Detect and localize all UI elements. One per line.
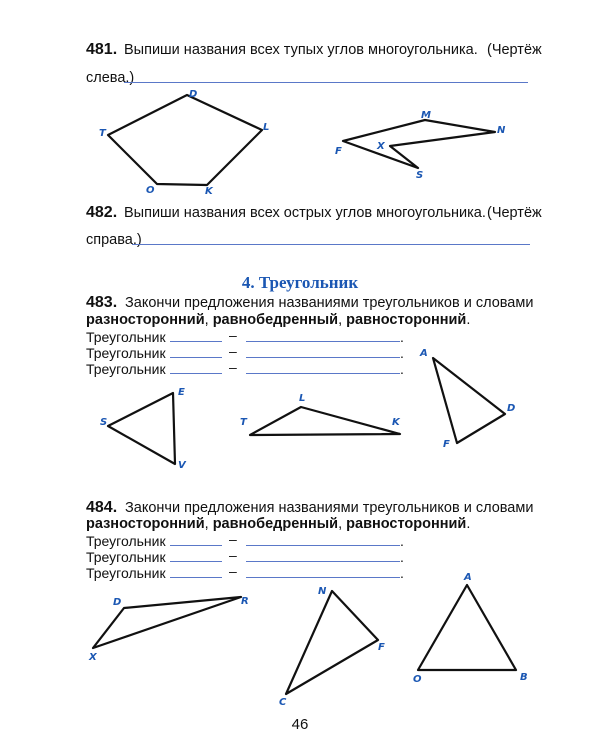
triangle-nfc bbox=[286, 591, 378, 694]
word-equilateral: равносторонний bbox=[346, 516, 467, 532]
row-dot: . bbox=[400, 565, 404, 581]
ex481-text: Выпиши названия всех тупых углов многоугольника. bbox=[124, 42, 478, 58]
vertex-label: T bbox=[240, 417, 247, 428]
comma: , bbox=[204, 516, 209, 532]
word-isosceles: равнобедренный bbox=[212, 516, 339, 532]
vertex-label: O bbox=[146, 185, 155, 196]
vertex-label: D bbox=[189, 89, 198, 100]
period: . bbox=[466, 312, 471, 328]
row-label: Треугольник bbox=[86, 329, 166, 345]
vertex-label: F bbox=[378, 642, 385, 653]
vertex-label: F bbox=[443, 439, 450, 450]
vertex-label: S bbox=[100, 417, 108, 428]
vertex-label: E bbox=[178, 387, 185, 398]
vertex-label: R bbox=[241, 596, 249, 607]
vertex-label: X bbox=[89, 652, 97, 663]
vertex-label: M bbox=[421, 110, 431, 121]
vertex-label: A bbox=[464, 572, 472, 583]
ex482-note-close: справа.) bbox=[86, 232, 142, 248]
vertex-label: D bbox=[507, 403, 516, 414]
vertex-label: A bbox=[420, 348, 428, 359]
vertex-label: K bbox=[392, 417, 400, 428]
row-label: Треугольник bbox=[86, 361, 166, 377]
row-dot: . bbox=[400, 345, 404, 361]
ex481-note-close: слева.) bbox=[86, 70, 135, 86]
comma: , bbox=[338, 516, 343, 532]
word-scalene: разносторонний bbox=[86, 516, 205, 532]
ex482-text: Выпиши названия всех острых углов многоугольника. bbox=[124, 205, 486, 221]
vertex-label: S bbox=[416, 170, 424, 181]
vertex-label: B bbox=[520, 672, 528, 683]
ex482-number: 482. bbox=[86, 204, 118, 221]
page-number: 46 bbox=[291, 716, 309, 733]
row-dash: – bbox=[229, 563, 237, 579]
row-dash: – bbox=[229, 359, 237, 375]
row-dot: . bbox=[400, 361, 404, 377]
ex484-number: 484. bbox=[86, 499, 118, 516]
vertex-label: D bbox=[113, 597, 122, 608]
vertex-label: N bbox=[318, 586, 327, 597]
ex483-number: 483. bbox=[86, 294, 118, 311]
row-dot: . bbox=[400, 533, 404, 549]
row-dash: – bbox=[229, 531, 237, 547]
row-label: Треугольник bbox=[86, 345, 166, 361]
triangle-sev bbox=[108, 393, 175, 464]
row-dot: . bbox=[400, 329, 404, 345]
triangle-adf bbox=[433, 358, 505, 443]
ex484-text: Закончи предложения названиями треугольников и словами bbox=[125, 500, 534, 516]
period: . bbox=[466, 516, 471, 532]
vertex-label: O bbox=[413, 674, 422, 685]
section-title: 4. Треугольник bbox=[241, 273, 359, 292]
ex483-text: Закончи предложения названиями треугольников и словами bbox=[125, 295, 534, 311]
concave-pentagon-mnsxf bbox=[343, 120, 495, 168]
vertex-label: N bbox=[497, 125, 506, 136]
row-label: Треугольник bbox=[86, 565, 166, 581]
pentagon-dlkot bbox=[108, 95, 262, 185]
row-label: Треугольник bbox=[86, 549, 166, 565]
ex482-note-open: (Чертёж bbox=[487, 205, 542, 221]
vertex-label: C bbox=[279, 697, 287, 708]
vertex-label: K bbox=[205, 186, 213, 197]
row-dot: . bbox=[400, 549, 404, 565]
triangle-aob bbox=[418, 585, 516, 670]
vertex-label: V bbox=[178, 460, 186, 471]
row-dash: – bbox=[229, 327, 237, 343]
comma: , bbox=[204, 312, 209, 328]
row-dash: – bbox=[229, 343, 237, 359]
vertex-label: T bbox=[99, 128, 106, 139]
vertex-label: F bbox=[335, 146, 342, 157]
vertex-label: L bbox=[299, 393, 306, 404]
vertex-label: X bbox=[377, 141, 385, 152]
word-scalene: разносторонний bbox=[86, 312, 205, 328]
word-isosceles: равнобедренный bbox=[212, 312, 339, 328]
row-label: Треугольник bbox=[86, 533, 166, 549]
vertex-label: L bbox=[263, 122, 270, 133]
ex481-number: 481. bbox=[86, 41, 118, 58]
row-dash: – bbox=[229, 547, 237, 563]
word-equilateral: равносторонний bbox=[346, 312, 467, 328]
triangle-tlk bbox=[250, 407, 400, 435]
comma: , bbox=[338, 312, 343, 328]
ex481-note-open: (Чертёж bbox=[487, 42, 542, 58]
